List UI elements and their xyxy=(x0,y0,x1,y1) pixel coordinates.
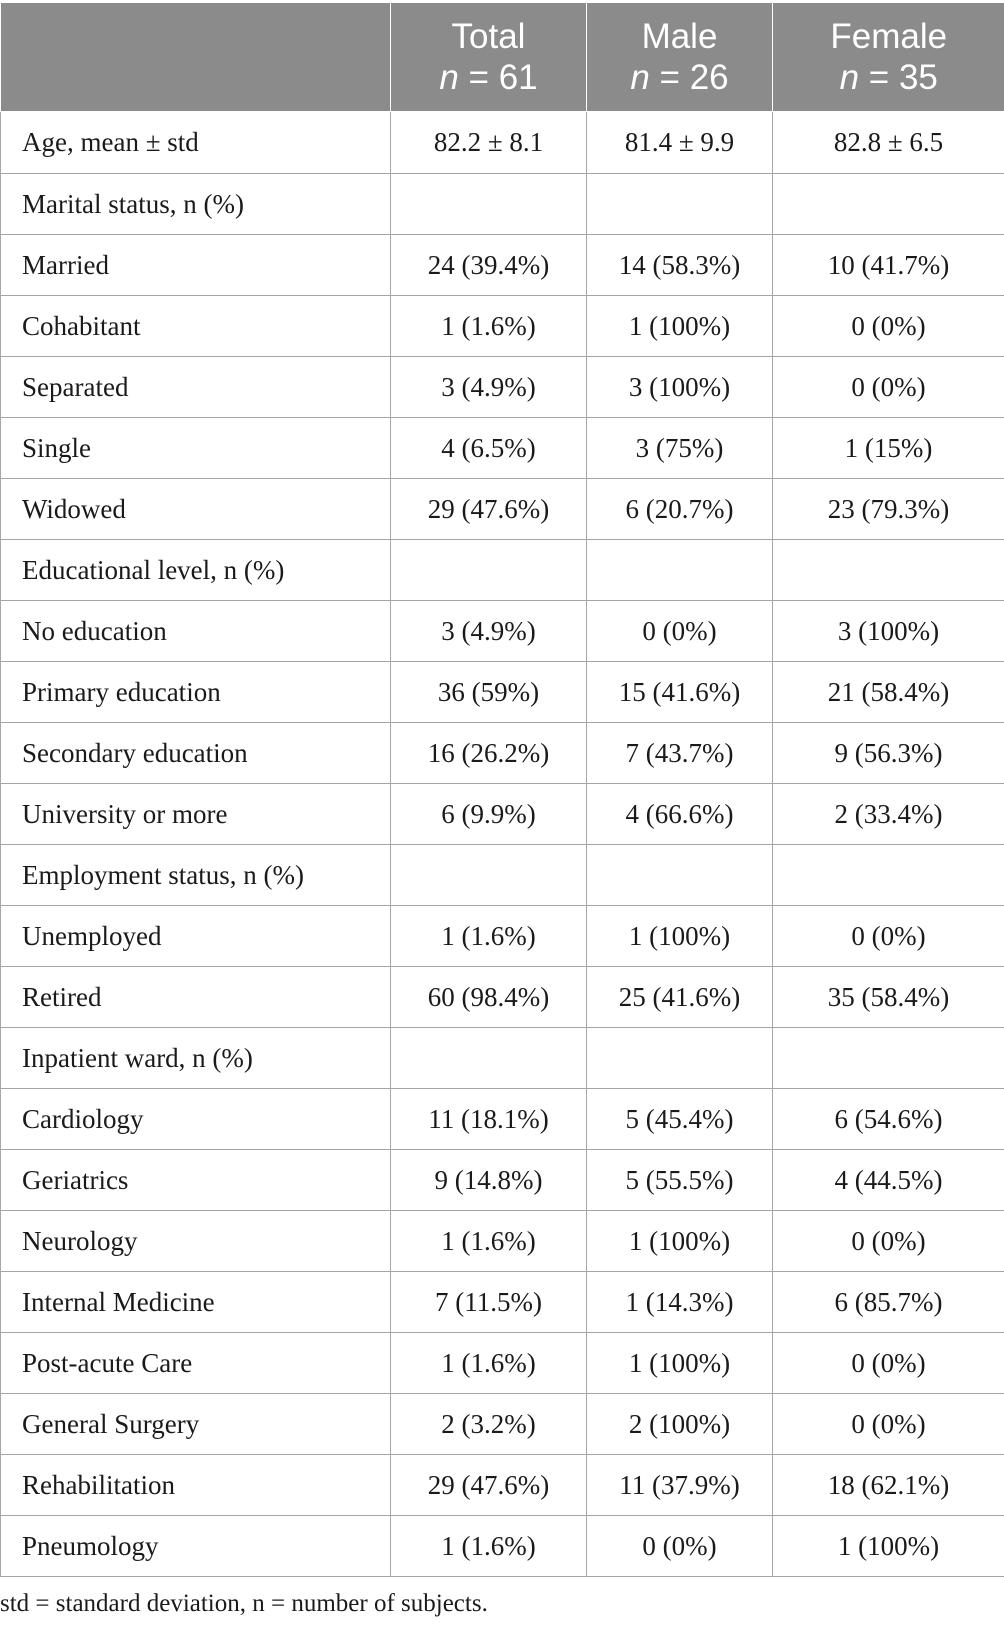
total-cell: 3 (4.9%) xyxy=(391,357,587,418)
header-cell-male xyxy=(587,3,773,112)
female-cell: 35 (58.4%) xyxy=(773,967,1004,1028)
row-label-cell: University or more xyxy=(1,784,391,845)
table-row xyxy=(1,296,1004,357)
male-cell: 6 (20.7%) xyxy=(587,479,773,540)
female-cell: 0 (0%) xyxy=(773,357,1004,418)
table-row xyxy=(1,906,1004,967)
female-cell: 2 (33.4%) xyxy=(773,784,1004,845)
table-row xyxy=(1,112,1004,174)
total-cell: 1 (1.6%) xyxy=(391,1333,587,1394)
male-cell: 5 (55.5%) xyxy=(587,1150,773,1211)
table-row xyxy=(1,662,1004,723)
male-cell: 1 (100%) xyxy=(587,906,773,967)
male-cell: 15 (41.6%) xyxy=(587,662,773,723)
row-label-cell: General Surgery xyxy=(1,1394,391,1455)
header-label: Total xyxy=(451,17,526,56)
row-label-cell: Educational level, n (%) xyxy=(1,540,391,601)
header-cell-blank xyxy=(1,3,391,112)
demographics-table xyxy=(0,3,1004,1577)
total-cell xyxy=(391,540,587,601)
total-cell: 1 (1.6%) xyxy=(391,296,587,357)
total-cell: 2 (3.2%) xyxy=(391,1394,587,1455)
row-label-cell: Cardiology xyxy=(1,1089,391,1150)
row-label-cell: Unemployed xyxy=(1,906,391,967)
total-cell: 1 (1.6%) xyxy=(391,1516,587,1577)
female-cell xyxy=(773,540,1004,601)
male-cell: 25 (41.6%) xyxy=(587,967,773,1028)
row-label-cell: Employment status, n (%) xyxy=(1,845,391,906)
male-cell xyxy=(587,845,773,906)
female-cell: 18 (62.1%) xyxy=(773,1455,1004,1516)
female-cell: 4 (44.5%) xyxy=(773,1150,1004,1211)
male-cell: 4 (66.6%) xyxy=(587,784,773,845)
total-cell: 1 (1.6%) xyxy=(391,1211,587,1272)
row-label-cell: Primary education xyxy=(1,662,391,723)
female-cell xyxy=(773,1028,1004,1089)
row-label-cell: Single xyxy=(1,418,391,479)
male-cell: 1 (100%) xyxy=(587,296,773,357)
male-cell: 1 (100%) xyxy=(587,1333,773,1394)
table-row xyxy=(1,967,1004,1028)
total-cell: 60 (98.4%) xyxy=(391,967,587,1028)
row-label-cell: Widowed xyxy=(1,479,391,540)
row-label-cell: Secondary education xyxy=(1,723,391,784)
header-row xyxy=(1,3,1004,112)
header-count: n = 35 xyxy=(839,58,938,97)
row-label-cell: Retired xyxy=(1,967,391,1028)
row-label-cell: Marital status, n (%) xyxy=(1,174,391,235)
table-row xyxy=(1,1089,1004,1150)
female-cell xyxy=(773,845,1004,906)
female-cell: 1 (100%) xyxy=(773,1516,1004,1577)
row-label-cell: Separated xyxy=(1,357,391,418)
total-cell: 1 (1.6%) xyxy=(391,906,587,967)
total-cell: 82.2 ± 8.1 xyxy=(391,112,587,174)
female-cell: 6 (54.6%) xyxy=(773,1089,1004,1150)
table-row xyxy=(1,1394,1004,1455)
table-row xyxy=(1,1272,1004,1333)
female-cell: 0 (0%) xyxy=(773,906,1004,967)
female-cell: 10 (41.7%) xyxy=(773,235,1004,296)
row-label-cell: No education xyxy=(1,601,391,662)
table-row xyxy=(1,784,1004,845)
total-cell: 6 (9.9%) xyxy=(391,784,587,845)
male-cell xyxy=(587,174,773,235)
table-row xyxy=(1,540,1004,601)
total-cell: 29 (47.6%) xyxy=(391,479,587,540)
row-label-cell: Geriatrics xyxy=(1,1150,391,1211)
total-cell xyxy=(391,174,587,235)
male-cell xyxy=(587,540,773,601)
total-cell: 29 (47.6%) xyxy=(391,1455,587,1516)
total-cell: 3 (4.9%) xyxy=(391,601,587,662)
table-footnote: std = standard deviation, n = number of subjects. xyxy=(0,1590,488,1617)
table-row xyxy=(1,235,1004,296)
row-label-cell: Rehabilitation xyxy=(1,1455,391,1516)
row-label-cell: Neurology xyxy=(1,1211,391,1272)
header-cell-total xyxy=(391,3,587,112)
row-label-cell: Cohabitant xyxy=(1,296,391,357)
table-row xyxy=(1,1455,1004,1516)
male-cell: 2 (100%) xyxy=(587,1394,773,1455)
table-row xyxy=(1,601,1004,662)
total-cell: 24 (39.4%) xyxy=(391,235,587,296)
total-cell: 7 (11.5%) xyxy=(391,1272,587,1333)
female-cell: 82.8 ± 6.5 xyxy=(773,112,1004,174)
male-cell xyxy=(587,1028,773,1089)
header-label: Male xyxy=(641,17,718,56)
row-label-cell: Inpatient ward, n (%) xyxy=(1,1028,391,1089)
total-cell xyxy=(391,1028,587,1089)
table-header xyxy=(1,3,1004,112)
table-row xyxy=(1,418,1004,479)
male-cell: 0 (0%) xyxy=(587,601,773,662)
male-cell: 3 (75%) xyxy=(587,418,773,479)
female-cell xyxy=(773,174,1004,235)
female-cell: 0 (0%) xyxy=(773,1211,1004,1272)
table-body xyxy=(1,112,1004,1577)
table-row xyxy=(1,1028,1004,1089)
header-label: Female xyxy=(830,17,948,56)
total-cell: 36 (59%) xyxy=(391,662,587,723)
total-cell: 4 (6.5%) xyxy=(391,418,587,479)
female-cell: 3 (100%) xyxy=(773,601,1004,662)
male-cell: 1 (100%) xyxy=(587,1211,773,1272)
female-cell: 0 (0%) xyxy=(773,296,1004,357)
female-cell: 23 (79.3%) xyxy=(773,479,1004,540)
row-label-cell: Internal Medicine xyxy=(1,1272,391,1333)
header-cell-female xyxy=(773,3,1004,112)
female-cell: 1 (15%) xyxy=(773,418,1004,479)
header-count: n = 26 xyxy=(630,58,729,97)
male-cell: 7 (43.7%) xyxy=(587,723,773,784)
table-row xyxy=(1,1516,1004,1577)
row-label-cell: Pneumology xyxy=(1,1516,391,1577)
total-cell xyxy=(391,845,587,906)
table-row xyxy=(1,357,1004,418)
male-cell: 81.4 ± 9.9 xyxy=(587,112,773,174)
male-cell: 5 (45.4%) xyxy=(587,1089,773,1150)
male-cell: 3 (100%) xyxy=(587,357,773,418)
demographics-table-container xyxy=(0,3,1004,1577)
male-cell: 1 (14.3%) xyxy=(587,1272,773,1333)
male-cell: 11 (37.9%) xyxy=(587,1455,773,1516)
female-cell: 0 (0%) xyxy=(773,1333,1004,1394)
table-row xyxy=(1,1211,1004,1272)
table-row xyxy=(1,1150,1004,1211)
header-count: n = 61 xyxy=(439,58,538,97)
table-row xyxy=(1,845,1004,906)
table-row xyxy=(1,174,1004,235)
table-row xyxy=(1,723,1004,784)
table-row xyxy=(1,1333,1004,1394)
row-label-cell: Married xyxy=(1,235,391,296)
female-cell: 9 (56.3%) xyxy=(773,723,1004,784)
total-cell: 11 (18.1%) xyxy=(391,1089,587,1150)
female-cell: 6 (85.7%) xyxy=(773,1272,1004,1333)
male-cell: 0 (0%) xyxy=(587,1516,773,1577)
female-cell: 0 (0%) xyxy=(773,1394,1004,1455)
total-cell: 16 (26.2%) xyxy=(391,723,587,784)
total-cell: 9 (14.8%) xyxy=(391,1150,587,1211)
male-cell: 14 (58.3%) xyxy=(587,235,773,296)
row-label-cell: Age, mean ± std xyxy=(1,112,391,174)
female-cell: 21 (58.4%) xyxy=(773,662,1004,723)
table-row xyxy=(1,479,1004,540)
row-label-cell: Post-acute Care xyxy=(1,1333,391,1394)
